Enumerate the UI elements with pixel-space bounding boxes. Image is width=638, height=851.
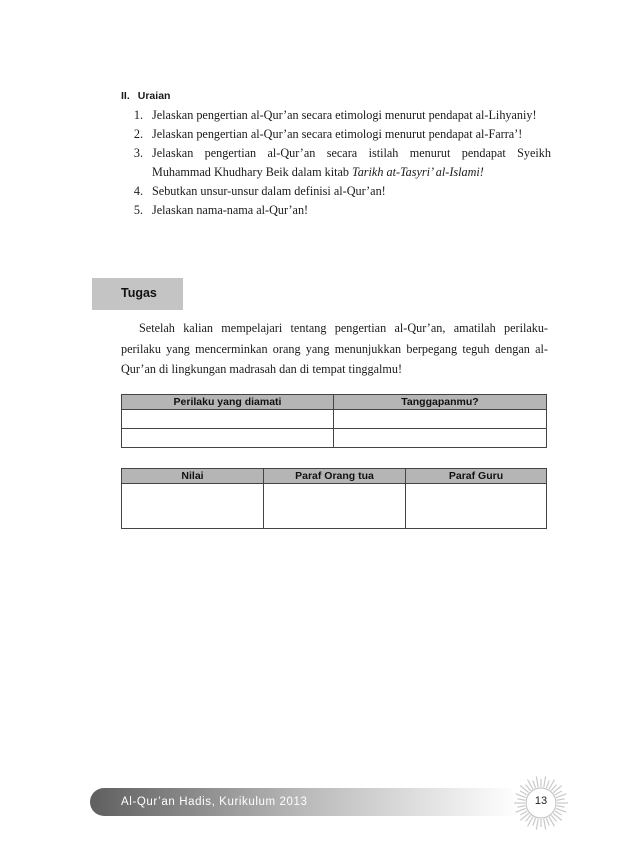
teacher-signature-cell[interactable] bbox=[406, 484, 547, 529]
question-text-plain: Jelaskan pengertian al-Qur’an secara istilah menurut pendapat Syeikh Muhammad Khudhary Beik dalam kitab bbox=[152, 146, 551, 179]
signature-table bbox=[121, 468, 547, 529]
observation-table bbox=[121, 394, 547, 448]
question-item bbox=[121, 201, 551, 220]
tugas-label: Tugas bbox=[121, 286, 157, 300]
signature-header-parent: Paraf Orang tua bbox=[264, 469, 406, 484]
question-item bbox=[121, 182, 551, 201]
question-text: Jelaskan pengertian al-Qur’an secara etimologi menurut pendapat al-Lihyaniy! bbox=[152, 108, 537, 122]
observation-header-response: Tanggapanmu? bbox=[334, 395, 547, 410]
section-heading bbox=[121, 90, 170, 102]
book-title: Tarikh at-Tasyri’ al-Islami! bbox=[352, 165, 484, 179]
section-number: II. bbox=[121, 90, 130, 102]
question-list bbox=[121, 106, 551, 220]
page-number: 13 bbox=[534, 795, 548, 807]
question-number: 1. bbox=[133, 108, 143, 122]
section-title: Uraian bbox=[137, 90, 171, 102]
table-row bbox=[122, 484, 547, 529]
question-number: 2. bbox=[133, 127, 143, 141]
response-cell[interactable] bbox=[334, 410, 547, 429]
question-text: Sebutkan unsur-unsur dalam definisi al-Qur’an! bbox=[152, 184, 386, 198]
question-text: Jelaskan nama-nama al-Qur’an! bbox=[152, 203, 309, 217]
question-text bbox=[152, 144, 551, 182]
score-cell[interactable] bbox=[122, 484, 264, 529]
observation-cell[interactable] bbox=[122, 410, 334, 429]
tugas-instruction: Setelah kalian mempelajari tentang pengertian al-Qur’an, amatilah perilaku-perilaku yang mencerminkan orang yang menunjukkan berpegang teguh dengan al-Qur’an di lingkungan madrasah dan di tempat tinggalmu! bbox=[121, 321, 548, 376]
question-item bbox=[121, 106, 551, 125]
footer-book-title: Al-Qur’an Hadis, Kurikulum 2013 bbox=[121, 796, 308, 808]
table-row bbox=[122, 429, 547, 448]
question-number: 3. bbox=[133, 146, 143, 160]
observation-header-behavior: Perilaku yang diamati bbox=[122, 395, 334, 410]
table-row bbox=[122, 410, 547, 429]
question-number: 4. bbox=[133, 184, 143, 198]
question-item bbox=[121, 144, 551, 182]
question-item bbox=[121, 125, 551, 144]
question-text: Jelaskan pengertian al-Qur’an secara etimologi menurut pendapat al-Farra’! bbox=[152, 127, 523, 141]
signature-header-score: Nilai bbox=[122, 469, 264, 484]
observation-cell[interactable] bbox=[122, 429, 334, 448]
question-number: 5. bbox=[133, 203, 143, 217]
signature-header-teacher: Paraf Guru bbox=[406, 469, 547, 484]
response-cell[interactable] bbox=[334, 429, 547, 448]
parent-signature-cell[interactable] bbox=[264, 484, 406, 529]
